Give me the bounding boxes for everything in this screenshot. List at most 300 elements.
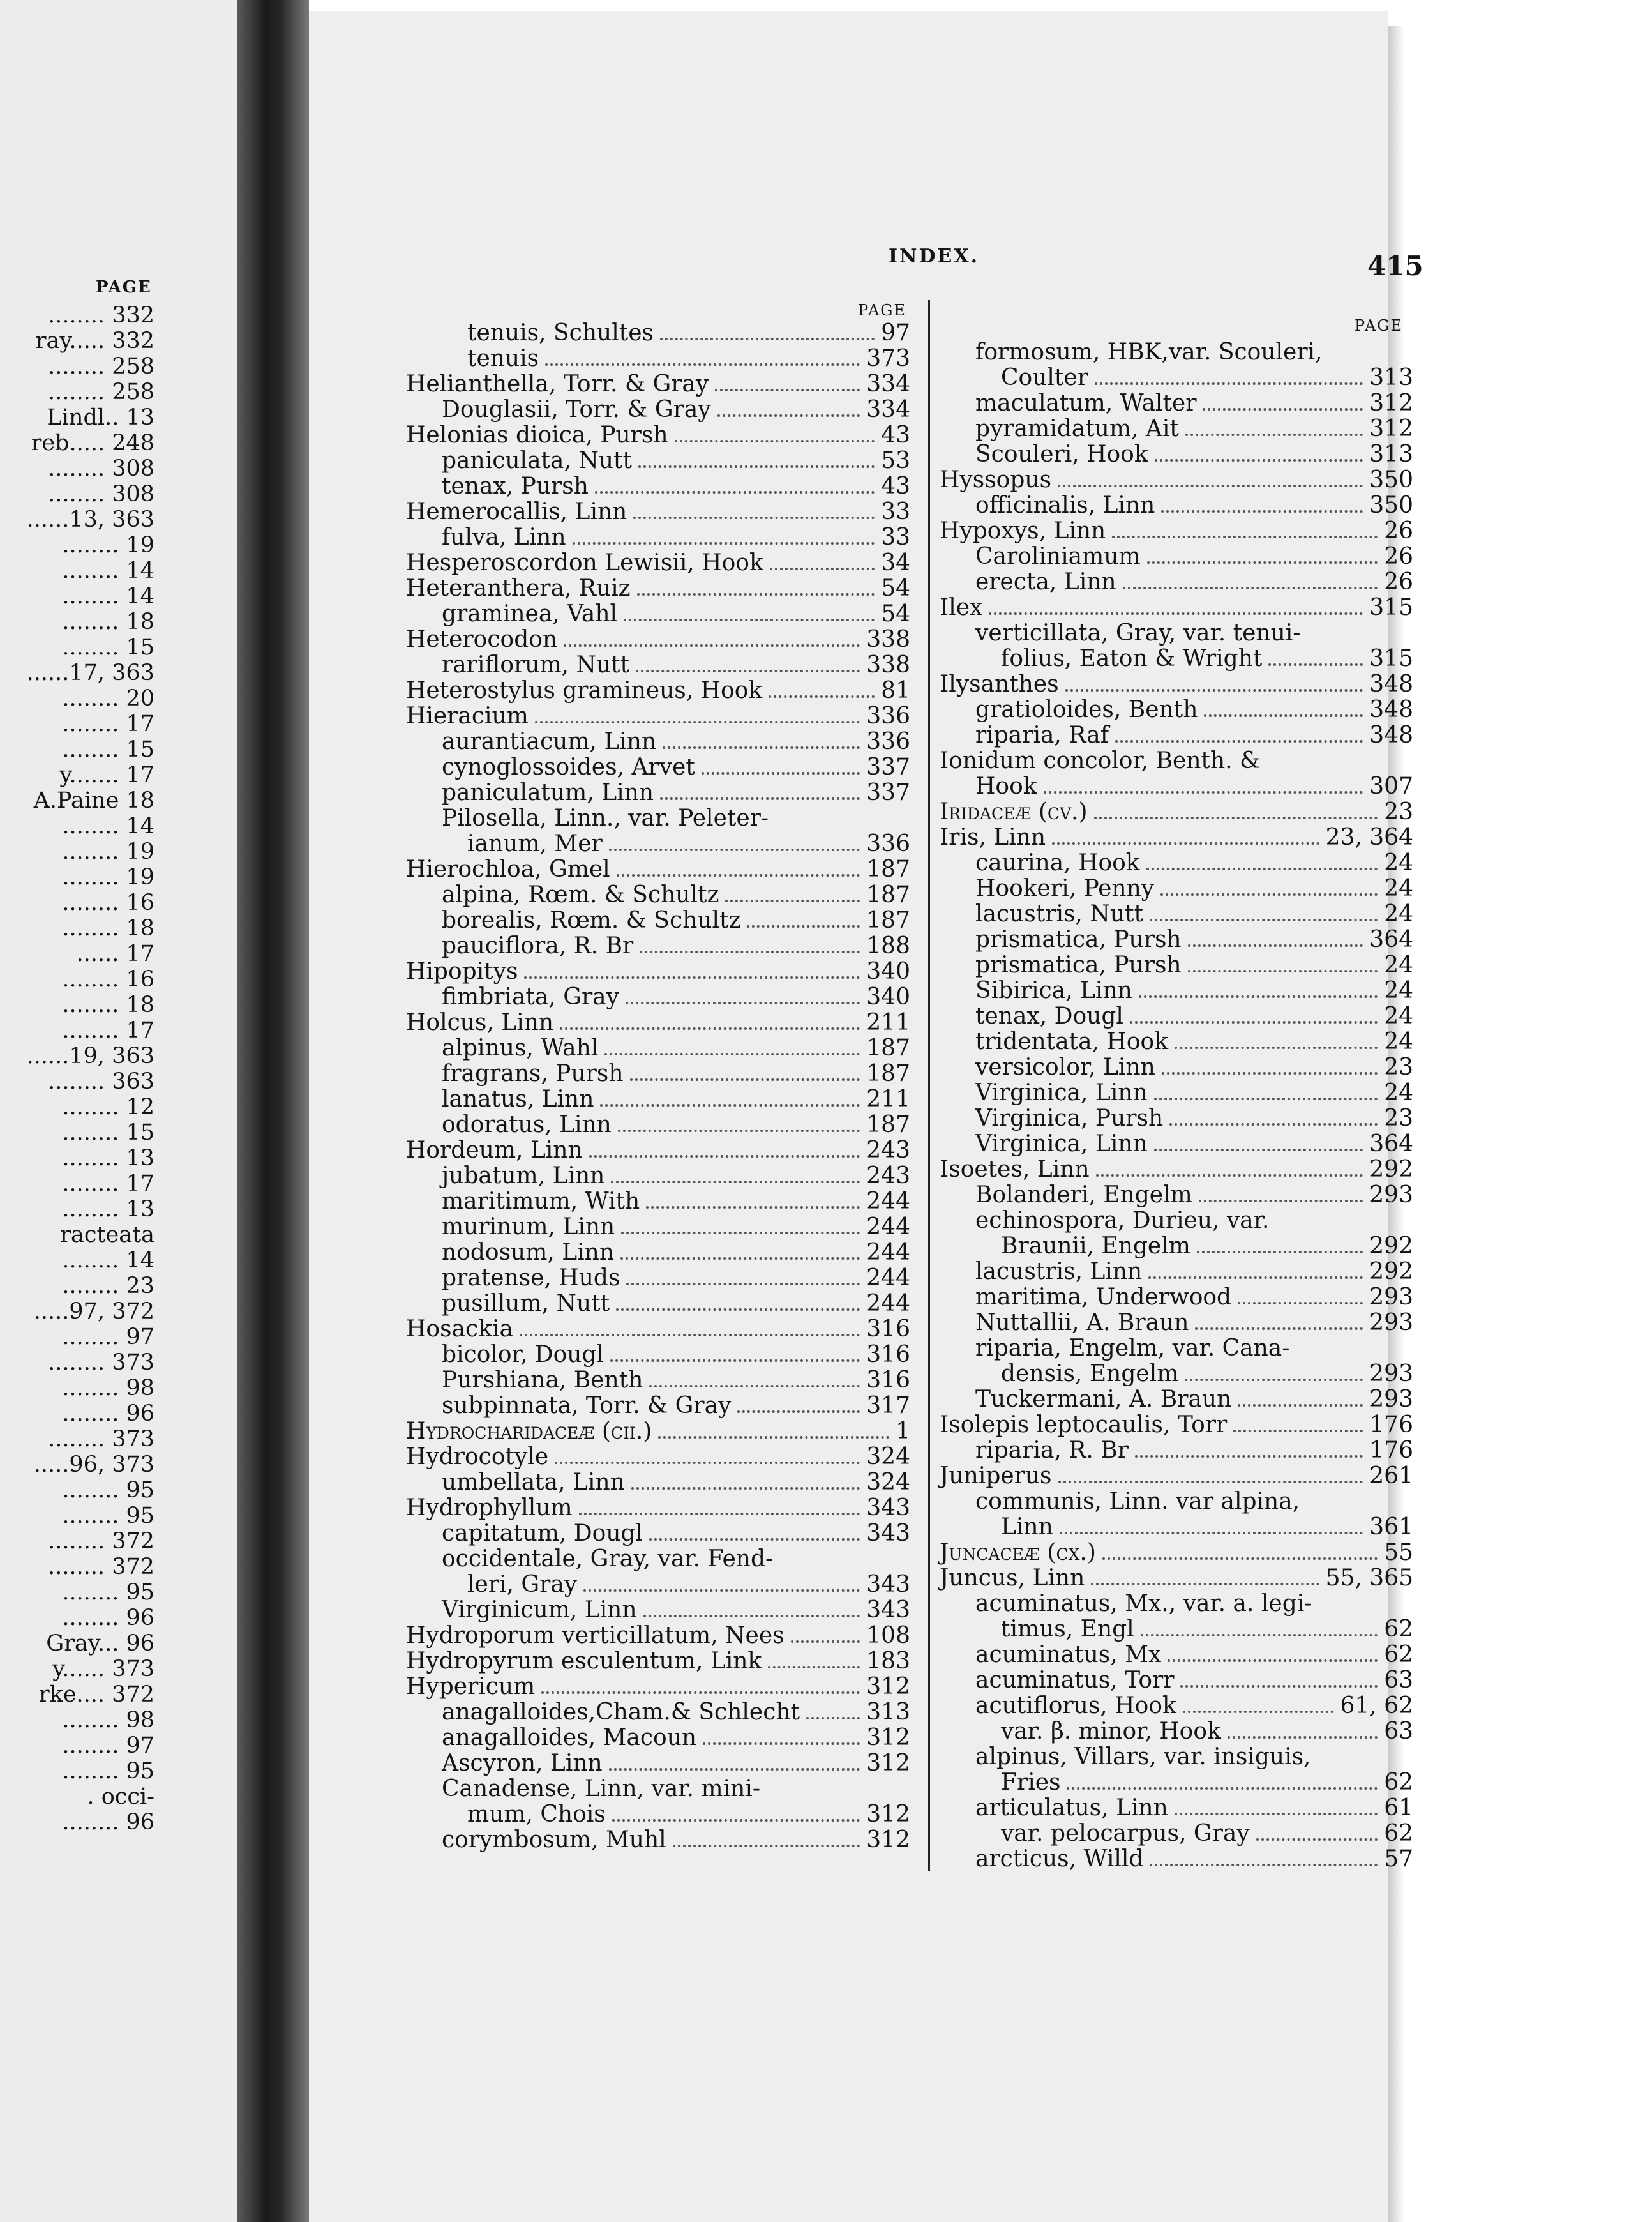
dot-leader xyxy=(609,1768,860,1771)
left-page-line: ........ 14 xyxy=(62,558,154,584)
entry-page: 348 xyxy=(1369,671,1413,697)
index-column-2 xyxy=(940,340,1413,1872)
dot-leader xyxy=(737,1410,860,1413)
left-page-line: ........ 97 xyxy=(62,1733,154,1758)
left-page-line: ........ 308 xyxy=(48,456,154,481)
index-entry xyxy=(940,391,1413,416)
dot-leader xyxy=(747,925,860,928)
index-entry xyxy=(406,882,910,908)
dot-leader xyxy=(1238,1302,1363,1304)
entry-page: 33 xyxy=(881,499,910,525)
index-entry xyxy=(940,774,1413,799)
index-entry xyxy=(940,1234,1413,1259)
entry-name: pyramidatum, Ait xyxy=(975,416,1179,442)
entry-name: fragrans, Pursh xyxy=(442,1061,624,1087)
left-page-line: ........ 373 xyxy=(48,1426,154,1452)
entry-name: tridentata, Hook xyxy=(975,1029,1169,1055)
index-entry xyxy=(406,321,910,346)
entry-page: 211 xyxy=(866,1086,910,1112)
left-page-line: Gray... 96 xyxy=(46,1631,154,1656)
entry-name: lanatus, Linn xyxy=(442,1086,594,1112)
entry-name: aurantiacum, Linn xyxy=(442,729,657,755)
left-page-line: ........ 16 xyxy=(62,967,154,992)
entry-name: subpinnata, Torr. & Gray xyxy=(442,1393,732,1419)
entry-name: anagalloides,Cham.& Schlecht xyxy=(442,1699,800,1725)
index-entry xyxy=(940,570,1413,595)
dot-leader xyxy=(1094,817,1378,819)
entry-page: 334 xyxy=(866,397,910,423)
dot-leader xyxy=(1183,1711,1334,1713)
left-page-line: ........ 17 xyxy=(62,1018,154,1043)
entry-page: 244 xyxy=(866,1214,910,1240)
entry-name: Purshiana, Benth xyxy=(442,1367,643,1393)
entry-page: 24 xyxy=(1384,1029,1413,1055)
entry-page: 108 xyxy=(866,1622,910,1649)
index-entry xyxy=(940,1310,1413,1336)
index-entry xyxy=(406,1827,910,1853)
left-page-line: ........ 258 xyxy=(48,354,154,379)
entry-name: Heterocodon xyxy=(406,626,558,653)
left-page-line: ........ 96 xyxy=(62,1605,154,1631)
entry-name: Bolanderi, Engelm xyxy=(975,1182,1192,1208)
dot-leader xyxy=(545,363,860,366)
entry-name: densis, Engelm xyxy=(1001,1361,1179,1387)
index-entry-continued: echinospora, Durieu, var. xyxy=(975,1207,1270,1234)
entry-page: 33 xyxy=(881,524,910,550)
index-entry xyxy=(940,1157,1413,1183)
dot-leader xyxy=(589,1155,860,1158)
entry-page: 292 xyxy=(1369,1233,1413,1259)
dot-leader xyxy=(1095,382,1363,385)
index-entry xyxy=(940,1080,1413,1106)
left-page-line: ......13, 363 xyxy=(26,507,154,533)
dot-leader xyxy=(535,721,860,723)
entry-page: 244 xyxy=(866,1265,910,1291)
index-entry xyxy=(406,729,910,755)
index-entry xyxy=(940,697,1413,723)
entry-page: 244 xyxy=(866,1239,910,1266)
entry-page: 315 xyxy=(1369,594,1413,621)
index-entry xyxy=(940,1412,1413,1438)
entry-page: 340 xyxy=(866,984,910,1010)
index-entry xyxy=(940,1131,1413,1157)
index-entry xyxy=(406,423,910,448)
dot-leader xyxy=(1175,1813,1378,1815)
entry-name: Hook xyxy=(975,773,1037,799)
dot-leader xyxy=(1169,1123,1378,1126)
dot-leader xyxy=(1091,1583,1319,1585)
entry-page: 187 xyxy=(866,856,910,882)
dot-leader xyxy=(595,491,875,494)
dot-leader xyxy=(646,1206,860,1209)
index-entry xyxy=(406,959,910,985)
left-page-column-header: PAGE xyxy=(96,278,152,297)
entry-name: Douglasii, Torr. & Gray xyxy=(442,397,711,423)
entry-page: 324 xyxy=(866,1469,910,1495)
entry-name: var. β. minor, Hook xyxy=(1001,1718,1221,1744)
index-entry xyxy=(406,1189,910,1214)
dot-leader xyxy=(1139,995,1378,998)
dot-leader xyxy=(1188,944,1363,947)
left-page-line: ........ 97 xyxy=(62,1324,154,1350)
dot-leader xyxy=(555,1462,860,1464)
index-entry xyxy=(406,1470,910,1495)
left-page-line: . occi- xyxy=(87,1784,154,1810)
dot-leader xyxy=(1141,1634,1378,1636)
column2-page-label: PAGE xyxy=(1355,317,1403,335)
index-entry xyxy=(940,1642,1413,1668)
left-page-line: ...... 17 xyxy=(76,941,154,967)
page-title: INDEX. xyxy=(889,245,980,268)
entry-page: 316 xyxy=(866,1316,910,1342)
left-page-line: ........ 19 xyxy=(62,839,154,865)
index-entry xyxy=(940,978,1413,1004)
index-entry xyxy=(940,723,1413,748)
dot-leader xyxy=(631,1487,860,1490)
dot-leader xyxy=(1146,868,1378,870)
entry-name: capitatum, Dougl xyxy=(442,1520,643,1546)
entry-name: riparia, R. Br xyxy=(975,1437,1129,1463)
entry-name: erecta, Linn xyxy=(975,569,1116,595)
entry-name: Sibirica, Linn xyxy=(975,978,1132,1004)
entry-page: 43 xyxy=(881,422,910,448)
index-entry-continued: formosum, HBK,var. Scouleri, xyxy=(975,339,1323,365)
entry-page: 244 xyxy=(866,1290,910,1317)
entry-name: alpinus, Wahl xyxy=(442,1035,599,1061)
entry-page: 24 xyxy=(1384,1003,1413,1029)
entry-name: Isoetes, Linn xyxy=(940,1156,1090,1183)
entry-name: leri, Gray xyxy=(467,1571,578,1598)
left-page-line: Lindl.. 13 xyxy=(47,405,154,430)
index-entry xyxy=(940,1183,1413,1208)
entry-page: 54 xyxy=(881,601,910,627)
index-entry xyxy=(940,365,1413,391)
index-entry xyxy=(940,467,1413,493)
index-entry xyxy=(940,1029,1413,1055)
index-entry xyxy=(406,653,910,678)
entry-name: prismatica, Pursh xyxy=(975,926,1182,953)
entry-name: Fries xyxy=(1001,1769,1061,1795)
left-page-line: ........ 15 xyxy=(62,1120,154,1145)
index-entry xyxy=(406,678,910,704)
entry-name: cynoglossoides, Arvet xyxy=(442,754,695,780)
left-page-line: ........ 14 xyxy=(62,584,154,609)
entry-page: 336 xyxy=(866,703,910,729)
index-entry xyxy=(940,518,1413,544)
entry-page: 244 xyxy=(866,1188,910,1214)
left-page-line: ........ 18 xyxy=(62,609,154,635)
entry-name: graminea, Vahl xyxy=(442,601,618,627)
dot-leader xyxy=(624,619,875,621)
left-page-line: racteata xyxy=(60,1222,154,1248)
entry-page: 62 xyxy=(1384,1820,1413,1847)
dot-leader xyxy=(1112,536,1378,538)
entry-page: 348 xyxy=(1369,722,1413,748)
index-entry xyxy=(940,442,1413,467)
dot-leader xyxy=(1058,485,1363,487)
left-page-line: .....96, 373 xyxy=(33,1452,154,1478)
left-page-line: ........ 14 xyxy=(62,1248,154,1273)
dot-leader xyxy=(649,1385,860,1387)
left-page-line: ray..... 332 xyxy=(35,328,154,354)
index-entry xyxy=(940,1055,1413,1080)
entry-name: tenuis, Schultes xyxy=(467,320,654,346)
index-entry xyxy=(406,1061,910,1087)
index-entry xyxy=(940,1285,1413,1310)
entry-name: Juncus, Linn xyxy=(940,1565,1085,1591)
index-entry xyxy=(406,346,910,372)
dot-leader xyxy=(1228,1736,1378,1739)
index-entry xyxy=(406,448,910,474)
dot-leader xyxy=(1185,1379,1363,1381)
entry-name: paniculata, Nutt xyxy=(442,448,632,474)
entry-name: Virginicum, Linn xyxy=(442,1597,637,1623)
index-entry xyxy=(406,627,910,653)
dot-leader xyxy=(1238,1404,1363,1407)
entry-name: Linn xyxy=(1001,1514,1053,1540)
index-entry xyxy=(940,493,1413,518)
entry-name: maculatum, Walter xyxy=(975,390,1197,416)
entry-page: 53 xyxy=(881,448,910,474)
entry-name: Hypoxys, Linn xyxy=(940,518,1106,544)
dot-leader xyxy=(636,670,860,672)
left-page-line: ......17, 363 xyxy=(26,660,154,686)
index-entry xyxy=(406,1598,910,1623)
index-entry xyxy=(406,1214,910,1240)
entry-name: nodosum, Linn xyxy=(442,1239,615,1266)
dot-leader xyxy=(1115,740,1363,743)
entry-name: Hypericum xyxy=(406,1674,536,1700)
index-entry xyxy=(406,933,910,959)
index-entry xyxy=(406,1342,910,1368)
entry-page: 317 xyxy=(866,1393,910,1419)
dot-leader xyxy=(612,1819,860,1822)
dot-leader xyxy=(633,517,875,519)
entry-page: 312 xyxy=(866,1827,910,1853)
entry-page: 187 xyxy=(866,1035,910,1061)
entry-page: 312 xyxy=(866,1750,910,1776)
entry-page: 343 xyxy=(866,1571,910,1598)
dot-leader xyxy=(1185,434,1363,436)
entry-page: 293 xyxy=(1369,1182,1413,1208)
index-entry xyxy=(406,397,910,423)
index-entry xyxy=(940,595,1413,621)
dot-leader xyxy=(1197,1251,1363,1253)
dot-leader xyxy=(1130,1021,1378,1024)
entry-name: Hieracium xyxy=(406,703,529,729)
entry-page: 81 xyxy=(881,677,910,704)
entry-name: officinalis, Linn xyxy=(975,492,1155,518)
entry-name: murinum, Linn xyxy=(442,1214,615,1240)
dot-leader xyxy=(564,644,860,647)
entry-page: 62 xyxy=(1384,1769,1413,1795)
entry-page: 26 xyxy=(1384,569,1413,595)
index-entry xyxy=(940,1259,1413,1285)
index-entry xyxy=(406,576,910,601)
index-entry xyxy=(940,1821,1413,1847)
entry-page: 183 xyxy=(866,1648,910,1674)
dot-leader xyxy=(1123,587,1378,589)
entry-name: tenax, Dougl xyxy=(975,1003,1123,1029)
entry-name: Helianthella, Torr. & Gray xyxy=(406,371,709,397)
index-entry xyxy=(940,416,1413,442)
entry-page: 23 xyxy=(1384,799,1413,825)
entry-name: Coulter xyxy=(1001,365,1088,391)
index-entry xyxy=(406,1138,910,1163)
entry-name: Virginica, Linn xyxy=(975,1080,1148,1106)
entry-name: umbellata, Linn xyxy=(442,1469,625,1495)
dot-leader xyxy=(1180,1685,1378,1688)
book-gutter xyxy=(237,0,309,2222)
index-entry xyxy=(940,1847,1413,1872)
index-column-1 xyxy=(406,321,910,1853)
index-entry xyxy=(940,672,1413,697)
entry-name: bicolor, Dougl xyxy=(442,1342,604,1368)
left-page-line: ........ 17 xyxy=(62,711,154,737)
index-entry xyxy=(406,1444,910,1470)
dot-leader xyxy=(1175,1047,1378,1049)
entry-page: 313 xyxy=(1369,441,1413,467)
entry-name: Hemerocallis, Linn xyxy=(406,499,627,525)
left-page-line: ........ 98 xyxy=(62,1707,154,1733)
entry-page: 337 xyxy=(866,754,910,780)
left-page-line: ........ 15 xyxy=(62,737,154,762)
left-page-line: ........ 12 xyxy=(62,1094,154,1120)
entry-page: 361 xyxy=(1369,1514,1413,1540)
index-entry xyxy=(940,876,1413,902)
entry-name: Iris, Linn xyxy=(940,824,1046,850)
index-entry xyxy=(940,927,1413,953)
dot-leader xyxy=(703,1742,860,1745)
entry-page: 63 xyxy=(1384,1667,1413,1693)
column-divider xyxy=(928,300,930,1871)
entry-page: 315 xyxy=(1369,646,1413,672)
entry-page: 316 xyxy=(866,1342,910,1368)
dot-leader xyxy=(1168,1659,1378,1662)
entry-name: gratioloides, Benth xyxy=(975,697,1198,723)
entry-name: Caroliniamum xyxy=(975,543,1141,570)
index-entry xyxy=(406,474,910,499)
dot-leader xyxy=(658,1436,889,1439)
dot-leader xyxy=(1195,1327,1363,1330)
entry-page: 336 xyxy=(866,729,910,755)
dot-leader xyxy=(1065,689,1363,692)
index-entry xyxy=(940,902,1413,927)
left-page-lines xyxy=(0,303,154,1835)
index-entry xyxy=(940,1540,1413,1566)
entry-name: articulatus, Linn xyxy=(975,1795,1168,1821)
dot-leader xyxy=(600,1104,860,1107)
dot-leader xyxy=(1067,1787,1378,1790)
index-entry xyxy=(406,985,910,1010)
index-entry-continued: Ionidum concolor, Benth. & xyxy=(940,748,1261,774)
left-page-line: .....97, 372 xyxy=(33,1299,154,1324)
entry-name: borealis, Rœm. & Schultz xyxy=(442,907,741,933)
index-entry xyxy=(940,1463,1413,1489)
entry-name: Nuttallii, A. Braun xyxy=(975,1310,1189,1336)
dot-leader xyxy=(643,1615,860,1617)
dot-leader xyxy=(660,338,875,340)
entry-name: tenuis xyxy=(467,345,539,372)
entry-page: 312 xyxy=(1369,390,1413,416)
entry-page: 61 xyxy=(1384,1795,1413,1821)
entry-name: acuminatus, Torr xyxy=(975,1667,1175,1693)
dot-leader xyxy=(637,593,875,596)
index-entry xyxy=(940,1617,1413,1642)
index-entry xyxy=(406,601,910,627)
entry-page: 187 xyxy=(866,1061,910,1087)
entry-page: 188 xyxy=(866,933,910,959)
index-entry xyxy=(406,1802,910,1827)
left-page-line: ........ 332 xyxy=(48,303,154,328)
index-entry xyxy=(406,1649,910,1674)
left-page-line: ........ 372 xyxy=(48,1529,154,1554)
dot-leader xyxy=(768,1666,860,1668)
dot-leader xyxy=(1148,1276,1363,1279)
entry-page: 55 xyxy=(1384,1539,1413,1566)
dot-leader xyxy=(1060,1532,1363,1534)
index-entry xyxy=(406,1112,910,1138)
entry-name: Juncaceæ (cx.) xyxy=(940,1539,1096,1566)
entry-page: 23, 364 xyxy=(1325,824,1413,850)
entry-page: 364 xyxy=(1369,926,1413,953)
index-entry xyxy=(940,1438,1413,1463)
index-entry xyxy=(940,850,1413,876)
dot-leader xyxy=(663,746,860,749)
dot-leader xyxy=(770,568,875,570)
left-page-line: ........ 96 xyxy=(62,1401,154,1426)
dot-leader xyxy=(626,1283,860,1285)
index-entry xyxy=(406,1700,910,1725)
entry-name: Ilysanthes xyxy=(940,671,1059,697)
entry-name: Hydrocotyle xyxy=(406,1444,549,1470)
entry-name: Heterostylus gramineus, Hook xyxy=(406,677,763,704)
dot-leader xyxy=(610,1359,860,1362)
entry-name: Tuckermani, A. Braun xyxy=(975,1386,1232,1412)
left-page-line: ........ 95 xyxy=(62,1478,154,1503)
entry-page: 343 xyxy=(866,1597,910,1623)
index-entry xyxy=(406,755,910,780)
dot-leader xyxy=(717,414,860,417)
entry-page: 338 xyxy=(866,652,910,678)
entry-name: Hookeri, Penny xyxy=(975,875,1155,902)
left-page-line: ........ 17 xyxy=(62,1171,154,1197)
dot-leader xyxy=(1135,1455,1363,1458)
index-entry xyxy=(940,825,1413,850)
index-entry xyxy=(406,857,910,882)
entry-name: alpina, Rœm. & Schultz xyxy=(442,882,719,908)
entry-page: 1 xyxy=(896,1418,910,1444)
entry-page: 261 xyxy=(1369,1463,1413,1489)
index-entry xyxy=(940,646,1413,672)
entry-page: 24 xyxy=(1384,978,1413,1004)
entry-page: 307 xyxy=(1369,773,1413,799)
entry-name: lacustris, Linn xyxy=(975,1258,1143,1285)
entry-name: arcticus, Willd xyxy=(975,1846,1144,1872)
entry-name: Hydroporum verticillatum, Nees xyxy=(406,1622,785,1649)
entry-name: anagalloides, Macoun xyxy=(442,1725,697,1751)
index-entry xyxy=(406,1266,910,1291)
entry-name: Isolepis leptocaulis, Torr xyxy=(940,1412,1228,1438)
left-page-line: ........ 372 xyxy=(48,1554,154,1580)
index-entry xyxy=(406,1010,910,1036)
entry-page: 97 xyxy=(881,320,910,346)
entry-name: folius, Eaton & Wright xyxy=(1001,646,1263,672)
entry-page: 24 xyxy=(1384,875,1413,902)
entry-page: 187 xyxy=(866,1112,910,1138)
index-entry-continued: Pilosella, Linn., var. Peleter- xyxy=(442,805,769,831)
index-entry xyxy=(406,1317,910,1342)
